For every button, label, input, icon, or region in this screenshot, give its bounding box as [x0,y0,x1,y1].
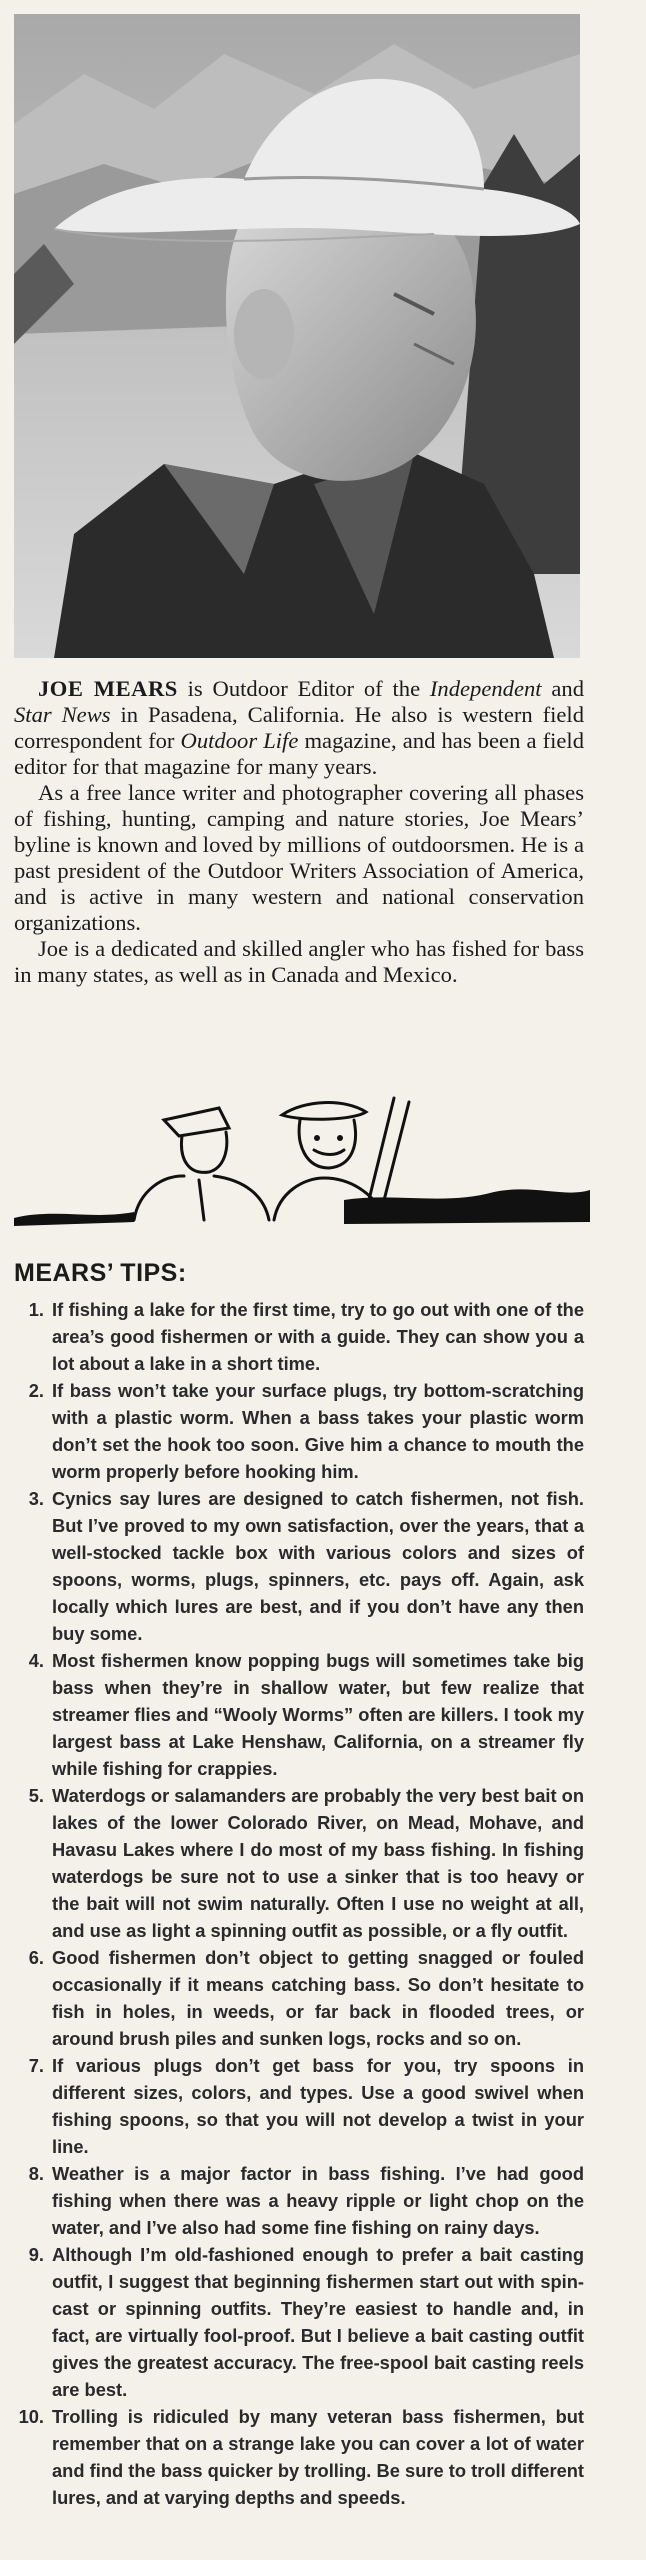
bio-paragraph-2: As a free lance writer and photographer covering all phases of fishing, hunting, camping and nature stories, Joe Mears’ byline is known and loved by millions of outdoorsmen. He is a past president of the Outdoor Writers Association of America, and is active in many western and national conservation organizations. [14,780,584,935]
publication-outdoor-life: Outdoor Life [180,728,299,753]
tip-item [14,2052,584,2160]
tip-item [14,1647,584,1782]
tip-item [14,1377,584,1485]
tip-number: 4. [28,1650,44,1671]
tip-number: 2. [28,1380,44,1401]
tip-item [14,1944,584,2052]
tip-number: 3. [28,1488,44,1509]
tip-text: Although I’m old-fashioned enough to prefer a bait casting outfit, I suggest that beginning fishermen start out with spin-cast or spinning outfits. They’re easiest to handle and, in fact, are virtually fool-proof. But I believe a bait casting outfit gives the greatest accuracy. The free-spool bait casting reels are best. [52,2244,584,2400]
tip-item [14,1296,584,1377]
tip-text: Waterdogs or salamanders are probably the very best bait on lakes of the lower Colorado River, on Mead, Mohave, and Havasu Lakes where I do most of my bass fishing. In fishing waterdogs be sure not to use a sinker that is too heavy or the bait will not swim naturally. Often I use no weight at all, and use as light a spinning outfit as possible, or a fly outfit. [52,1785,584,1941]
tips-list [14,1296,584,2511]
tip-number: 9. [28,2244,44,2265]
portrait-illustration [14,14,580,658]
publication-independent: Independent [429,676,542,701]
bio-paragraph-1: JOE MEARS is Outdoor Editor of the Independent and Star News in Pasadena, California. He also is western field correspondent for Outdoor Life magazine, and has been a field editor for that magazine for many years. [14,676,584,779]
tip-text: Trolling is ridiculed by many veteran bass fishermen, but remember that on a strange lake you can cover a lot of water and find the bass quicker by trolling. Be sure to troll different lures, and at varying depths and speeds. [52,2406,584,2508]
tip-number: 5. [28,1785,44,1806]
tip-text: Good fishermen don’t object to getting snagged or fouled occasionally if it means catching bass. So don’t hesitate to fish in holes, in weeds, or far back in flooded trees, or around brush piles and sunken logs, rocks and so on. [52,1947,584,2049]
publication-star-news: Star News [14,702,111,727]
portrait-photo [14,14,580,658]
tip-text: If fishing a lake for the first time, try to go out with one of the area’s good fishermen or with a guide. They can show you a lot about a lake in a short time. [52,1299,584,1374]
fishermen-illustration [14,1080,590,1230]
tip-text: If various plugs don’t get bass for you, try spoons in different sizes, colors, and types. Use a good swivel when fishing spoons, so that you will not develop a twist in your line. [52,2055,584,2157]
tips-heading: MEARS’ TIPS: [14,1259,187,1287]
author-name: JOE MEARS [38,676,178,701]
tip-number: 6. [28,1947,44,1968]
tip-item [14,1782,584,1944]
tip-item [14,2403,584,2511]
tip-text: Weather is a major factor in bass fishing. I’ve had good fishing when there was a heavy ripple or light chop on the water, and I’ve also had some fine fishing on rainy days. [52,2163,584,2238]
tip-number: 10. [18,2406,44,2427]
tip-item [14,1485,584,1647]
fishermen-sketch [14,1080,590,1230]
tip-number: 1. [28,1299,44,1320]
tip-number: 8. [28,2163,44,2184]
tip-item [14,2241,584,2403]
tip-text: Most fishermen know popping bugs will sometimes take big bass when they’re in shallow water, but few realize that streamer flies and “Wooly Worms” often are killers. I took my largest bass at Lake Henshaw, California, on a streamer fly while fishing for crappies. [52,1650,584,1779]
bio-paragraph-3: Joe is a dedicated and skilled angler who has fished for bass in many states, as well as in Canada and Mexico. [14,936,584,987]
tip-text: If bass won’t take your surface plugs, try bottom-scratching with a plastic worm. When a bass takes your plastic worm don’t set the hook too soon. Give him a chance to mouth the worm properly before hooking him. [52,1380,584,1482]
tip-item [14,2160,584,2241]
tip-text: Cynics say lures are designed to catch fishermen, not fish. But I’ve proved to my own satisfaction, over the years, that a well-stocked tackle box with various colors and sizes of spoons, worms, plugs, spinners, etc. pays off. Again, ask locally which lures are best, and if you don’t have any then buy some. [52,1488,584,1644]
author-bio [14,676,584,988]
tip-number: 7. [28,2055,44,2076]
